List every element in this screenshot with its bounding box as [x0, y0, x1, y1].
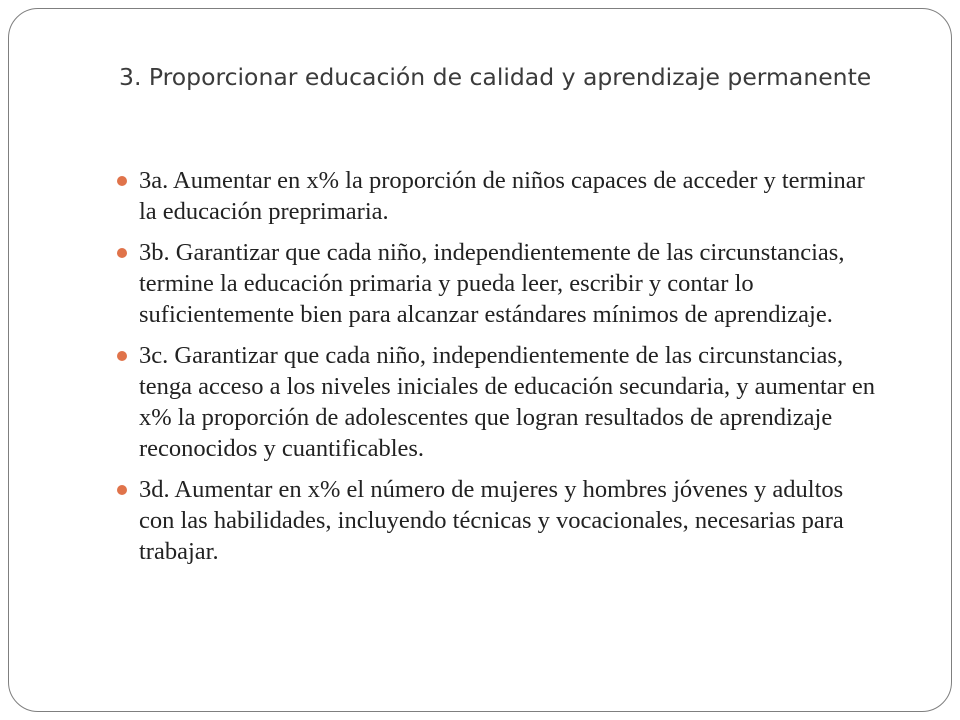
bullet-text: 3a. Aumentar en x% la proporción de niños capaces de acceder y terminar la educación preprimaria.	[139, 167, 865, 225]
bullet-dot-icon	[117, 176, 127, 186]
bullet-dot-icon	[117, 248, 127, 258]
bullet-dot-icon	[117, 485, 127, 495]
bullet-dot-icon	[117, 351, 127, 361]
bullet-list	[117, 165, 877, 577]
bullet-text: 3c. Garantizar que cada niño, independientemente de las circunstancias, tenga acceso a los niveles iniciales de educación secundaria, y aumentar en x% la proporción de adolescentes que logran resultados de aprendizaje reconocidos y cuantificables.	[139, 342, 876, 462]
bullet-text: 3b. Garantizar que cada niño, independientemente de las circunstancias, termine la educación primaria y pueda leer, escribir y contar lo suficientemente bien para alcanzar estándares mínimos de aprendizaje.	[139, 239, 845, 328]
bullet-item-3b	[117, 237, 877, 330]
bullet-text: 3d. Aumentar en x% el número de mujeres y hombres jóvenes y adultos con las habilidades, incluyendo técnicas y vocacionales, necesarias para trabajar.	[139, 476, 844, 565]
bullet-item-3c	[117, 340, 877, 464]
bullet-item-3a	[117, 165, 877, 227]
slide-title: 3. Proporcionar educación de calidad y aprendizaje permanente	[119, 63, 872, 91]
slide-frame	[8, 8, 952, 712]
bullet-item-3d	[117, 474, 877, 567]
